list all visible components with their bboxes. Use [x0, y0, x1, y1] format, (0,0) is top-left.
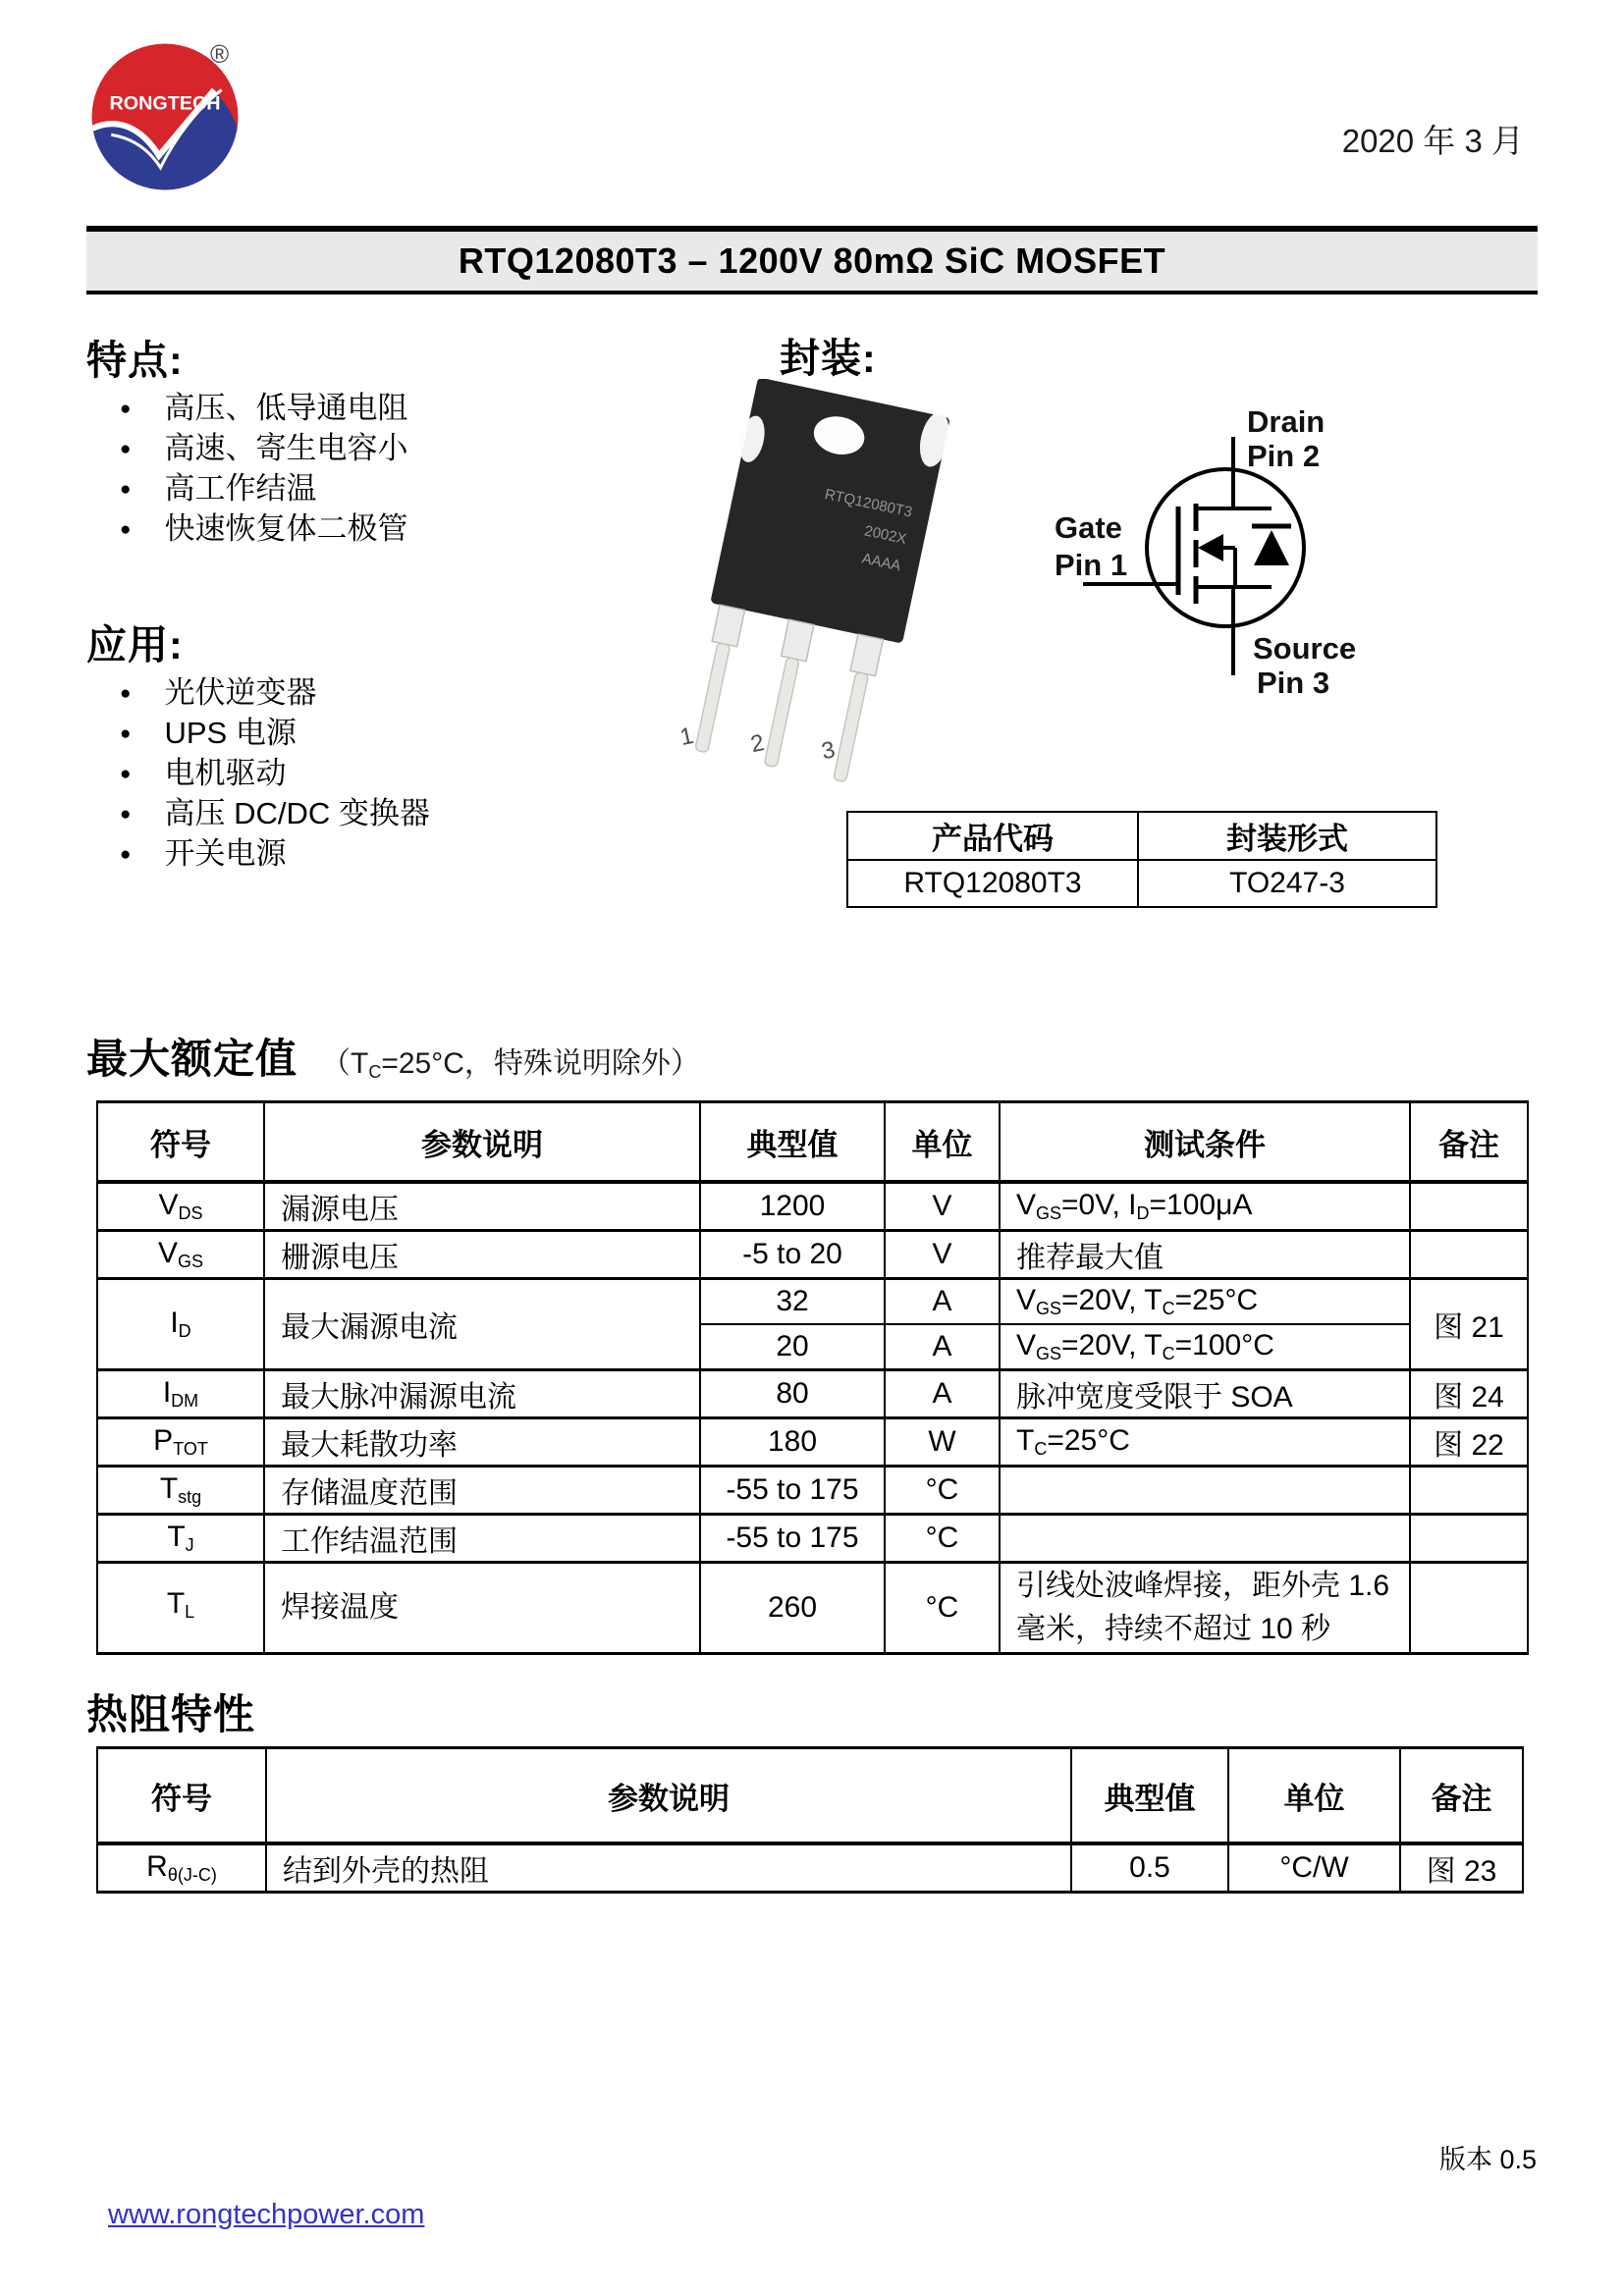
parameter-cell: 焊接温度: [264, 1563, 700, 1654]
value-cell: -5 to 20: [700, 1231, 885, 1279]
unit-cell: °C: [885, 1467, 1000, 1515]
product-code-cell: RTQ12080T3: [847, 860, 1138, 907]
table-row-rthjc: [97, 1843, 1523, 1893]
note-cell: 图 24: [1410, 1370, 1528, 1418]
condition-cell: 引线处波峰焊接，距外壳 1.6 毫米，持续不超过 10 秒: [1000, 1563, 1410, 1654]
unit-cell: °C: [885, 1515, 1000, 1563]
unit-cell: V: [885, 1182, 1000, 1231]
unit-cell: V: [885, 1231, 1000, 1279]
condition-cell: $V_{GS}=20V$, $T_C=100^\circ C$: [1000, 1324, 1410, 1370]
value-cell: 1200: [700, 1182, 885, 1231]
application-item: ● 开关电源: [120, 834, 430, 875]
features-heading: 特点:: [86, 338, 184, 383]
application-item: ● UPS 电源: [120, 714, 430, 754]
symbol-cell: $T_{stg}$: [97, 1467, 264, 1515]
to247-package-photo: [640, 379, 1003, 803]
col-header-package-type: 封装形式: [1138, 812, 1436, 860]
unit-cell: °C/W: [1228, 1843, 1400, 1893]
col-header-unit: 单位: [1228, 1748, 1400, 1844]
logo-brand-text: RONGTECH: [109, 92, 221, 115]
value-cell: 260: [700, 1563, 885, 1654]
symbol-cell: $T_J$: [97, 1515, 264, 1563]
parameter-cell: 结到外壳的热阻: [266, 1843, 1071, 1893]
note-cell: [1410, 1231, 1528, 1279]
unit-cell: A: [885, 1324, 1000, 1370]
value-cell: 80: [700, 1370, 885, 1418]
feature-item: ● 高压、低导通电阻: [120, 389, 407, 429]
symbol-cell: $I_D$: [97, 1279, 264, 1370]
table-row-vds: [97, 1182, 1528, 1231]
doc-version: 版本 0.5: [1438, 2145, 1537, 2174]
source-label: Source: [1253, 631, 1357, 666]
mosfet-symbol: [1029, 381, 1373, 707]
unit-cell: A: [885, 1370, 1000, 1418]
table-row-tl: [97, 1563, 1528, 1654]
unit-cell: A: [885, 1279, 1000, 1325]
value-cell: 180: [700, 1418, 885, 1467]
gate-pin-label: Pin 1: [1055, 548, 1128, 582]
doc-title: RTQ12080T3 – 1200V 80mΩ SiC MOSFET: [458, 240, 1166, 281]
max-ratings-note: （$T_C=25^\circ C$，特殊说明除外）: [321, 1047, 700, 1083]
note-cell: [1410, 1467, 1528, 1515]
condition-cell: $V_{GS}=20V$, $T_C=25^\circ C$: [1000, 1279, 1410, 1325]
applications-list: [120, 673, 430, 875]
registered-trademark-icon: ®: [210, 39, 230, 69]
value-cell: -55 to 175: [700, 1515, 885, 1563]
condition-cell: 推荐最大值: [1000, 1231, 1410, 1279]
symbol-cell: $P_{TOT}$: [97, 1418, 264, 1467]
condition-cell: [1000, 1467, 1410, 1515]
symbol-cell: $I_{DM}$: [97, 1370, 264, 1418]
symbol-cell: $V_{DS}$: [97, 1182, 264, 1231]
application-item: ● 光伏逆变器: [120, 673, 430, 714]
value-cell: 20: [700, 1324, 885, 1370]
note-cell: 图 23: [1400, 1843, 1523, 1893]
value-cell: -55 to 175: [700, 1467, 885, 1515]
chip-marking: RTQ12080T3: [823, 486, 914, 521]
gate-label: Gate: [1055, 510, 1122, 545]
body-diode: [1254, 530, 1289, 565]
parameter-cell: 最大耗散功率: [264, 1418, 700, 1467]
note-cell: [1410, 1182, 1528, 1231]
max-ratings-heading-row: [86, 1027, 700, 1086]
col-header-note: 备注: [1400, 1748, 1523, 1844]
value-cell: 32: [700, 1279, 885, 1325]
col-header-parameter: 参数说明: [264, 1102, 700, 1183]
parameter-cell: 最大漏源电流: [264, 1279, 700, 1370]
thermal-heading: 热阻特性: [86, 1691, 256, 1737]
note-cell: [1410, 1515, 1528, 1563]
website-link[interactable]: www.rongtechpower.com: [108, 2199, 425, 2230]
parameter-cell: 栅源电压: [264, 1231, 700, 1279]
drain-pin-label: Pin 2: [1247, 439, 1321, 473]
application-item: ● 高压 DC/DC 变换器: [120, 794, 430, 834]
features-list: [120, 389, 407, 550]
table-row-id-1: [97, 1279, 1528, 1325]
table-row: [847, 860, 1436, 907]
max-ratings-heading: 最大额定值: [86, 1036, 298, 1082]
table-row-vgs: [97, 1231, 1528, 1279]
table-row-idm: [97, 1370, 1528, 1418]
col-header-parameter: 参数说明: [266, 1748, 1071, 1844]
symbol-cell: $R_{\theta(J-C)}$: [97, 1843, 266, 1893]
product-code-table: [846, 811, 1437, 908]
parameter-cell: 最大脉冲漏源电流: [264, 1370, 700, 1418]
parameter-cell: 漏源电压: [264, 1182, 700, 1231]
table-row-tstg: [97, 1467, 1528, 1515]
col-header-value: 典型值: [1071, 1748, 1228, 1844]
col-header-note: 备注: [1410, 1102, 1528, 1183]
col-header-value: 典型值: [700, 1102, 885, 1183]
package-heading: 封装:: [780, 336, 877, 381]
chip-marking: AAAA: [860, 550, 902, 575]
value-cell: 0.5: [1071, 1843, 1228, 1893]
note-cell: 图 21: [1410, 1279, 1528, 1370]
max-ratings-table: [96, 1100, 1529, 1655]
doc-date: 2020 年 3 月: [1341, 123, 1524, 159]
package-leg: [834, 671, 869, 781]
note-cell: 图 22: [1410, 1418, 1528, 1467]
channel-arrow: [1198, 534, 1223, 561]
table-row-tj: [97, 1515, 1528, 1563]
pin-number: 2: [748, 729, 767, 759]
unit-cell: °C: [885, 1563, 1000, 1654]
col-header-symbol: 符号: [97, 1748, 266, 1844]
unit-cell: W: [885, 1418, 1000, 1467]
table-row-ptot: [97, 1418, 1528, 1467]
pin-number: 1: [677, 721, 696, 752]
parameter-cell: 存储温度范围: [264, 1467, 700, 1515]
parameter-cell: 工作结温范围: [264, 1515, 700, 1563]
condition-cell: [1000, 1515, 1410, 1563]
application-item: ● 电机驱动: [120, 754, 430, 794]
pin-number: 3: [819, 736, 838, 766]
drain-label: Drain: [1247, 404, 1326, 439]
feature-item: ● 高工作结温: [120, 469, 407, 509]
col-header-unit: 单位: [885, 1102, 1000, 1183]
package-leg: [695, 643, 731, 753]
condition-cell: $V_{GS}=0V$, $I_D=100\mu A$: [1000, 1182, 1410, 1231]
header-row: [97, 1748, 1523, 1844]
condition-cell: $T_C=25^\circ C$: [1000, 1418, 1410, 1467]
symbol-cell: $V_{GS}$: [97, 1231, 264, 1279]
package-leg: [764, 658, 799, 768]
feature-item: ● 快速恢复体二极管: [120, 509, 407, 550]
header-row: [97, 1102, 1528, 1183]
applications-heading: 应用:: [86, 622, 184, 667]
note-cell: [1410, 1563, 1528, 1654]
symbol-cell: $T_L$: [97, 1563, 264, 1654]
feature-item: ● 高速、寄生电容小: [120, 429, 407, 469]
col-header-condition: 测试条件: [1000, 1102, 1410, 1183]
chip-marking: 2002X: [862, 522, 908, 549]
condition-cell: 脉冲宽度受限于 SOA: [1000, 1370, 1410, 1418]
col-header-product-code: 产品代码: [847, 812, 1138, 860]
thermal-table: [96, 1746, 1524, 1894]
col-header-symbol: 符号: [97, 1102, 264, 1183]
package-type-cell: TO247-3: [1138, 860, 1436, 907]
source-pin-label: Pin 3: [1257, 666, 1330, 700]
title-bar: [86, 226, 1538, 294]
